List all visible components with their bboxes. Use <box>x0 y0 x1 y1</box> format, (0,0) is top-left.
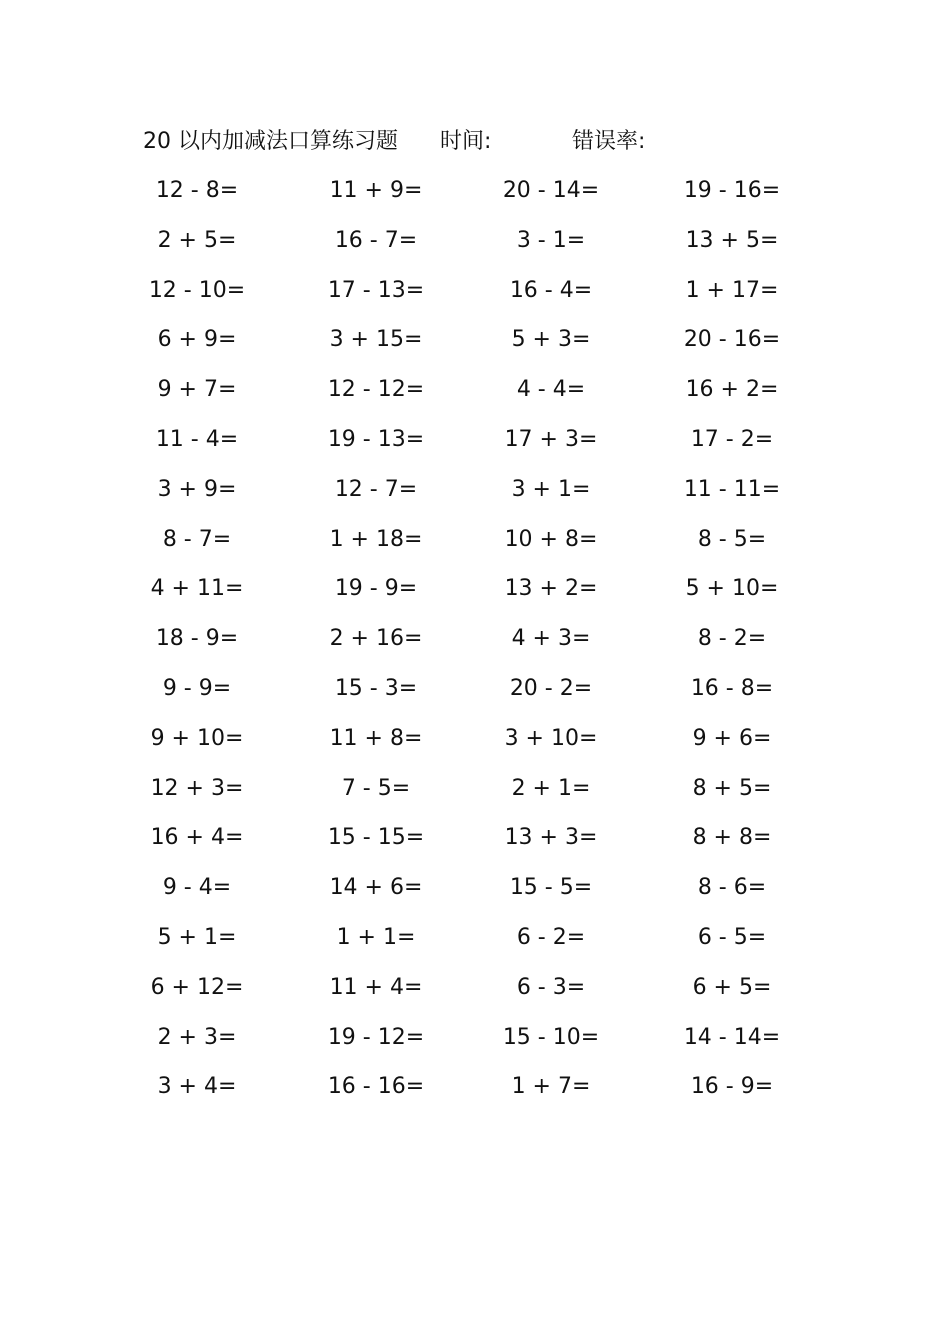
arithmetic-problem: 9 - 4= <box>162 875 232 901</box>
problem-row <box>0 813 950 863</box>
arithmetic-problem: 11 + 8= <box>329 725 423 751</box>
arithmetic-problem: 12 + 3= <box>150 775 244 801</box>
arithmetic-problem: 19 - 16= <box>683 178 781 203</box>
arithmetic-problem: 9 + 7= <box>157 377 237 403</box>
arithmetic-problem: 6 + 5= <box>692 974 772 1000</box>
arithmetic-problem: 2 + 16= <box>329 626 423 652</box>
arithmetic-problem: 8 - 6= <box>697 875 767 901</box>
arithmetic-problem: 1 + 7= <box>511 1074 591 1100</box>
problem-row <box>0 315 950 365</box>
arithmetic-problem: 16 - 7= <box>334 227 418 253</box>
problem-grid <box>0 166 950 1112</box>
worksheet-title: 20 以内加减法口算练习题 <box>143 129 398 154</box>
arithmetic-problem: 2 + 1= <box>511 775 591 801</box>
arithmetic-problem: 9 + 6= <box>692 725 772 751</box>
error-rate-label: 错误率: <box>572 129 646 154</box>
arithmetic-problem: 15 - 3= <box>334 675 418 701</box>
arithmetic-problem: 5 + 1= <box>157 924 237 950</box>
arithmetic-problem: 13 + 3= <box>504 825 598 851</box>
arithmetic-problem: 19 - 12= <box>327 1024 425 1050</box>
arithmetic-problem: 17 - 2= <box>690 426 774 452</box>
problem-row <box>0 913 950 963</box>
arithmetic-problem: 17 - 13= <box>327 277 425 303</box>
arithmetic-problem: 11 - 4= <box>155 426 239 452</box>
arithmetic-problem: 10 + 8= <box>504 526 598 552</box>
arithmetic-problem: 16 + 4= <box>150 825 244 851</box>
arithmetic-problem: 12 - 8= <box>155 178 239 203</box>
arithmetic-problem: 3 + 4= <box>157 1074 237 1100</box>
arithmetic-problem: 16 - 4= <box>509 277 593 303</box>
arithmetic-problem: 15 - 10= <box>502 1024 600 1050</box>
problem-row <box>0 664 950 714</box>
arithmetic-problem: 9 + 10= <box>150 725 244 751</box>
arithmetic-problem: 19 - 9= <box>334 576 418 602</box>
problem-row <box>0 365 950 415</box>
problem-row <box>0 1013 950 1063</box>
problem-row <box>0 764 950 814</box>
arithmetic-problem: 3 + 9= <box>157 476 237 502</box>
problem-row <box>0 166 950 216</box>
arithmetic-problem: 1 + 18= <box>329 526 423 552</box>
problem-row <box>0 714 950 764</box>
arithmetic-problem: 3 + 10= <box>504 725 598 751</box>
problem-row <box>0 963 950 1013</box>
arithmetic-problem: 9 - 9= <box>162 675 232 701</box>
arithmetic-problem: 2 + 5= <box>157 227 237 253</box>
arithmetic-problem: 8 - 5= <box>697 526 767 552</box>
problem-row <box>0 614 950 664</box>
arithmetic-problem: 4 + 3= <box>511 626 591 652</box>
problem-row <box>0 1062 950 1112</box>
arithmetic-problem: 6 + 12= <box>150 974 244 1000</box>
arithmetic-problem: 1 + 17= <box>685 277 779 303</box>
problem-row <box>0 465 950 515</box>
problem-row <box>0 863 950 913</box>
arithmetic-problem: 18 - 9= <box>155 626 239 652</box>
arithmetic-problem: 20 - 16= <box>683 327 781 353</box>
arithmetic-problem: 11 - 11= <box>683 476 781 502</box>
arithmetic-problem: 16 - 9= <box>690 1074 774 1100</box>
arithmetic-problem: 3 + 1= <box>511 476 591 502</box>
problem-row <box>0 216 950 266</box>
time-label: 时间: <box>440 129 492 154</box>
arithmetic-problem: 11 + 9= <box>329 178 423 203</box>
arithmetic-problem: 19 - 13= <box>327 426 425 452</box>
arithmetic-problem: 12 - 12= <box>327 377 425 403</box>
arithmetic-problem: 14 - 14= <box>683 1024 781 1050</box>
arithmetic-problem: 13 + 2= <box>504 576 598 602</box>
arithmetic-problem: 8 - 2= <box>697 626 767 652</box>
arithmetic-problem: 16 + 2= <box>685 377 779 403</box>
arithmetic-problem: 3 - 1= <box>516 227 586 253</box>
arithmetic-problem: 4 + 11= <box>150 576 244 602</box>
arithmetic-problem: 5 + 10= <box>685 576 779 602</box>
arithmetic-problem: 8 + 8= <box>692 825 772 851</box>
arithmetic-problem: 16 - 8= <box>690 675 774 701</box>
arithmetic-problem: 12 - 7= <box>334 476 418 502</box>
arithmetic-problem: 14 + 6= <box>329 875 423 901</box>
problem-row <box>0 564 950 614</box>
arithmetic-problem: 6 - 5= <box>697 924 767 950</box>
arithmetic-problem: 12 - 10= <box>148 277 246 303</box>
arithmetic-problem: 4 - 4= <box>516 377 586 403</box>
arithmetic-problem: 6 - 2= <box>516 924 586 950</box>
problem-row <box>0 266 950 316</box>
problem-row <box>0 415 950 465</box>
arithmetic-problem: 6 - 3= <box>516 974 586 1000</box>
arithmetic-problem: 20 - 2= <box>509 675 593 701</box>
problem-row <box>0 515 950 565</box>
arithmetic-problem: 1 + 1= <box>336 924 416 950</box>
arithmetic-problem: 15 - 5= <box>509 875 593 901</box>
arithmetic-problem: 11 + 4= <box>329 974 423 1000</box>
arithmetic-problem: 8 - 7= <box>162 526 232 552</box>
arithmetic-problem: 20 - 14= <box>502 178 600 203</box>
arithmetic-problem: 15 - 15= <box>327 825 425 851</box>
arithmetic-problem: 2 + 3= <box>157 1024 237 1050</box>
arithmetic-problem: 3 + 15= <box>329 327 423 353</box>
arithmetic-problem: 16 - 16= <box>327 1074 425 1100</box>
arithmetic-problem: 13 + 5= <box>685 227 779 253</box>
arithmetic-problem: 7 - 5= <box>341 775 411 801</box>
arithmetic-problem: 8 + 5= <box>692 775 772 801</box>
arithmetic-problem: 5 + 3= <box>511 327 591 353</box>
arithmetic-problem: 6 + 9= <box>157 327 237 353</box>
arithmetic-problem: 17 + 3= <box>504 426 598 452</box>
